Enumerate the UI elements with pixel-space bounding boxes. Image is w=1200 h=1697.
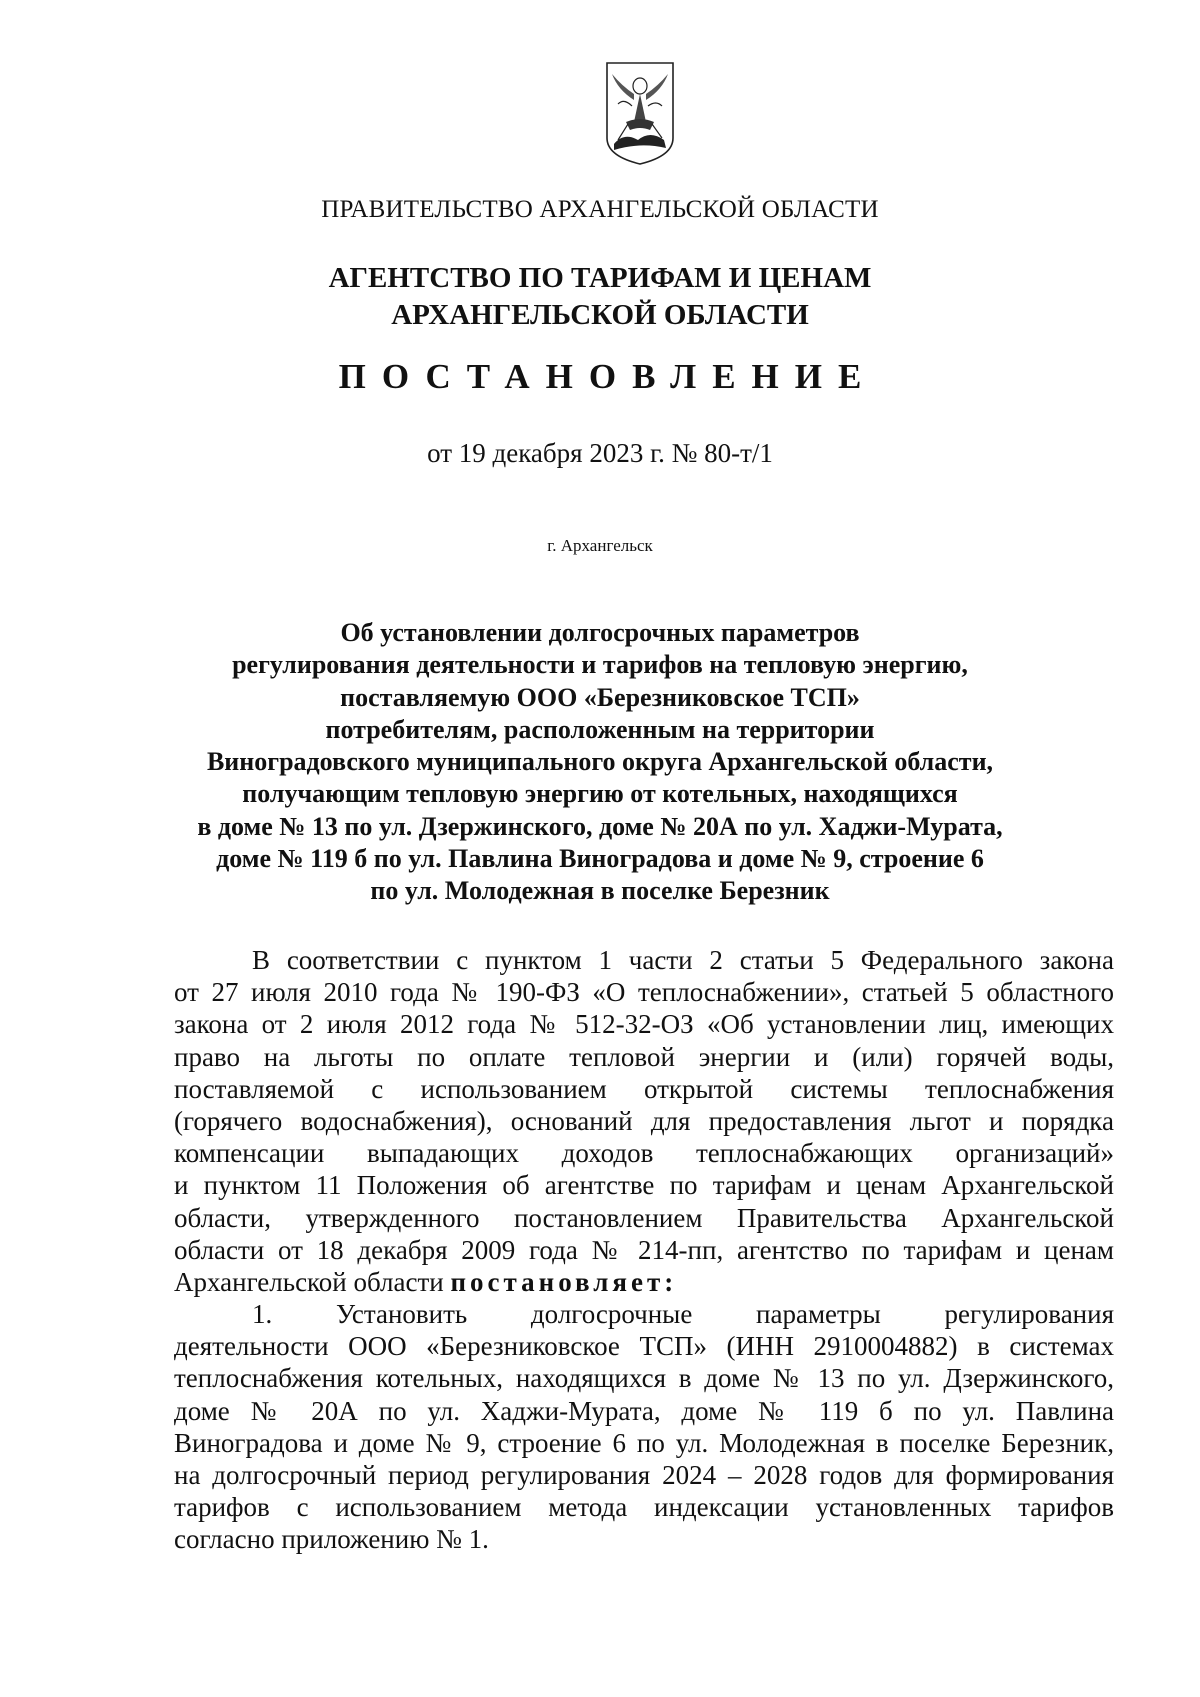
item1-line: доме № 20А по ул. Хаджи-Мурата, доме № 119 б по ул. Павлина bbox=[174, 1395, 1114, 1426]
subject-line: поставляемую ООО «Березниковское ТСП» bbox=[340, 682, 860, 712]
preamble-line: поставляемой с использованием открытой системы теплоснабжения bbox=[174, 1073, 1114, 1104]
preamble-line: области от 18 декабря 2009 года № 214-пп, агентство по тарифам и ценам bbox=[174, 1234, 1114, 1265]
subject-line: Об установлении долгосрочных параметров bbox=[340, 618, 860, 647]
preamble-line: от 27 июля 2010 года № 190-ФЗ «О теплоснабжении», статьей 5 областного bbox=[174, 977, 1114, 1008]
subject-line: Виноградовского муниципального округа Архангельской области, bbox=[206, 747, 994, 777]
preamble-line: и пунктом 11 Положения об агентстве по тарифам и ценам Архангельской bbox=[174, 1170, 1114, 1201]
subject-title bbox=[120, 617, 1080, 908]
coat-of-arms-icon bbox=[604, 60, 676, 166]
item1-line: на долгосрочный период регулирования 2024 – 2028 годов для формирования bbox=[174, 1460, 1114, 1490]
preamble-last-line bbox=[174, 1266, 1114, 1298]
city: г. Архангельск bbox=[547, 536, 653, 555]
item1-line: деятельности ООО «Березниковское ТСП» (ИНН 2910004882) в системах bbox=[174, 1331, 1114, 1362]
subject-line: доме № 119 б по ул. Павлина Виноградова и доме № 9, строение 6 bbox=[216, 844, 984, 874]
resolves-word: постановляет: bbox=[450, 1266, 678, 1297]
preamble-line: право на льготы по оплате тепловой энергии и (или) горячей воды, bbox=[174, 1041, 1114, 1072]
item1-line: теплоснабжения котельных, находящихся в доме № 13 по ул. Дзержинского, bbox=[174, 1363, 1114, 1394]
document-type: ПОСТАНОВЛЕНИЕ bbox=[338, 357, 878, 396]
agency-title bbox=[0, 260, 1200, 334]
subject-line: потребителям, расположенным на территории bbox=[325, 714, 875, 744]
subject-line: в доме № 13 по ул. Дзержинского, доме № 20А по ул. Хаджи-Мурата, bbox=[197, 811, 1003, 841]
agency-title-line: АГЕНТСТВО ПО ТАРИФАМ И ЦЕНАМ bbox=[328, 262, 872, 294]
preamble-line: закона от 2 июля 2012 года № 512-32-ОЗ «Об установлении лиц, имеющих bbox=[174, 1009, 1114, 1040]
preamble-line: области, утвержденного постановлением Правительства Архангельской bbox=[174, 1202, 1114, 1233]
preamble-end: Архангельской области bbox=[174, 1266, 444, 1297]
item1-line: 1. Установить долгосрочные параметры регулирования bbox=[252, 1299, 1114, 1330]
body-text bbox=[174, 944, 1114, 1556]
subject-line: регулирования деятельности и тарифов на тепловую энергию, bbox=[232, 650, 968, 680]
agency-title-line: АРХАНГЕЛЬСКОЙ ОБЛАСТИ bbox=[391, 299, 809, 331]
subject-line: по ул. Молодежная в поселке Березник bbox=[370, 876, 830, 906]
subject-line: получающим тепловую энергию от котельных, находящихся bbox=[242, 779, 958, 809]
preamble-line: компенсации выпадающих доходов теплоснабжающих организаций» bbox=[174, 1138, 1114, 1169]
item1-line: тарифов с использованием метода индексации установленных тарифов bbox=[174, 1492, 1114, 1523]
item1-line: Виноградова и доме № 9, строение 6 по ул. Молодежная в поселке Березник, bbox=[174, 1427, 1114, 1458]
item1-line: согласно приложению № 1. bbox=[174, 1524, 489, 1555]
date-and-number: от 19 декабря 2023 г. № 80-т/1 bbox=[427, 438, 773, 468]
government-title: ПРАВИТЕЛЬСТВО АРХАНГЕЛЬСКОЙ ОБЛАСТИ bbox=[321, 196, 879, 223]
preamble-line: (горячего водоснабжения), оснований для предоставления льгот и порядка bbox=[174, 1105, 1114, 1136]
preamble-line: В соответствии с пунктом 1 части 2 статьи 5 Федерального закона bbox=[252, 945, 1114, 975]
